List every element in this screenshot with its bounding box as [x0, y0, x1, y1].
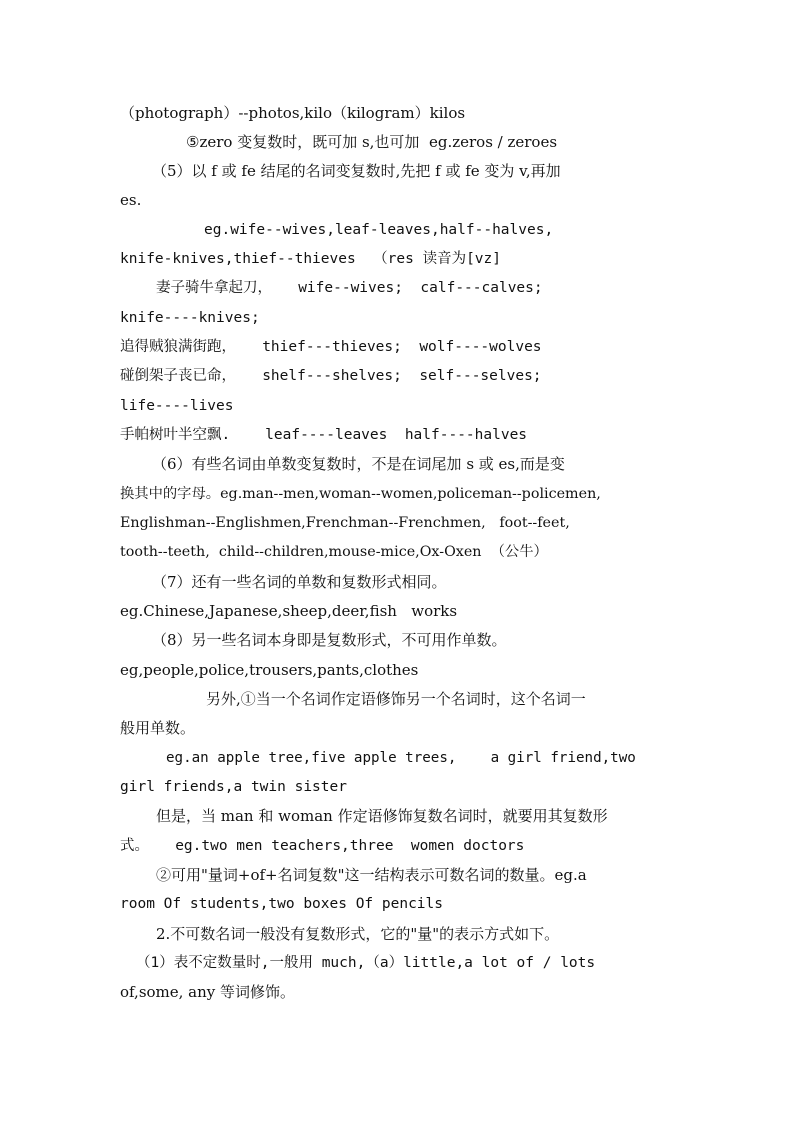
text-line: 另外,①当一个名词作定语修饰另一个名词时，这个名词一 — [206, 690, 586, 708]
text-line: （photograph）--photos,kilo（kilogram）kilos — [120, 104, 466, 122]
text-line: （8）另一些名词本身即是复数形式，不可用作单数。 — [152, 631, 507, 649]
text-line: ⑤zero 变复数时，既可加 s,也可加 eg.zeros / zeroes — [186, 133, 558, 151]
text-line: knife-knives,thief--thieves （res 读音为[vz] — [120, 251, 501, 267]
text-line: 式。 eg.two men teachers,three women doctors — [120, 838, 525, 854]
text-line: eg.wife--wives,leaf-leaves,half--halves, — [204, 222, 554, 238]
text-line: 般用单数。 — [120, 719, 196, 737]
text-line: life----lives — [120, 398, 234, 414]
text-line: of,some, any 等词修饰。 — [120, 983, 296, 1001]
text-line: （5）以 f 或 fe 结尾的名词变复数时,先把 f 或 fe 变为 v,再加 — [152, 162, 561, 180]
text-line: girl friends,a twin sister — [120, 779, 347, 795]
text-line: （7）还有一些名词的单数和复数形式相同。 — [152, 573, 447, 591]
text-line: 追得贼狼满街跑， thief---thieves; wolf----wolves — [120, 339, 542, 355]
text-line: 2.不可数名词一般没有复数形式，它的"量"的表示方式如下。 — [156, 925, 560, 943]
text-line: 碰倒架子丧已命， shelf---shelves; self---selves; — [120, 368, 542, 384]
text-line: knife----knives; — [120, 310, 260, 326]
text-line: 换其中的字母。eg.man--men,woman--women,policeman--policemen, — [120, 486, 601, 502]
text-line: 但是，当 man 和 woman 作定语修饰复数名词时，就要用其复数形 — [156, 807, 608, 825]
text-line: Englishman--Englishmen,Frenchman--Frenchmen, foot--feet, — [120, 515, 570, 531]
text-line: ②可用"量词+of+名词复数"这一结构表示可数名词的数量。eg.a — [156, 866, 587, 884]
text-line: eg,people,police,trousers,pants,clothes — [120, 661, 419, 679]
text-line: （6）有些名词由单数变复数时，不是在词尾加 s 或 es,而是变 — [152, 455, 565, 473]
text-line: tooth--teeth, child--children,mouse-mice,Ox-Oxen （公牛） — [120, 544, 548, 560]
text-line: es. — [120, 191, 142, 209]
text-line: eg.an apple tree,five apple trees, a girl friend,two — [166, 750, 636, 766]
text-line: room Of students,two boxes Of pencils — [120, 896, 444, 912]
text-line: eg.Chinese,Japanese,sheep,deer,fish works — [120, 602, 458, 620]
text-line: 妻子骑牛拿起刀， wife--wives; calf---calves; — [156, 280, 543, 296]
text-line: 手帕树叶半空飘. leaf----leaves half----halves — [120, 427, 528, 443]
text-line: （1）表不定数量时,一般用 much,（a）little,a lot of / lots — [136, 955, 596, 971]
